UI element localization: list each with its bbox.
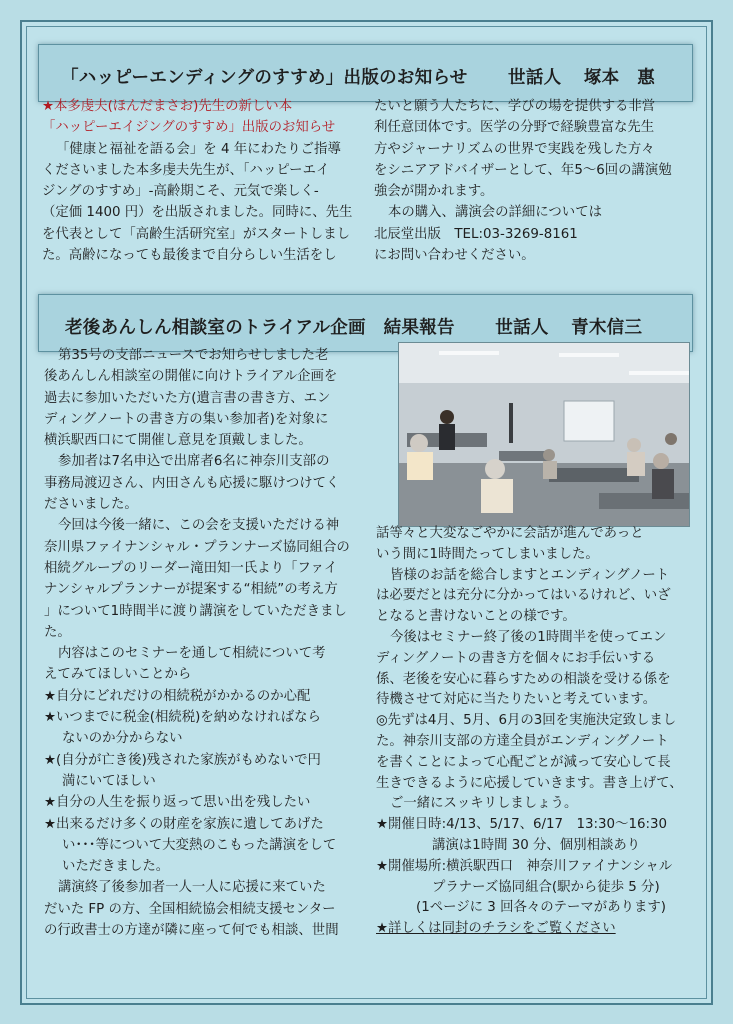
text-line: をシニアアドバイザーとして、年5～6回の講演勉	[374, 162, 672, 178]
text-line: 本の購入、講演会の詳細については	[388, 205, 602, 221]
text-line: ご一緒にスッキリしましょう。	[390, 796, 578, 812]
text-line: 方やジャーナリズムの世界で実践を残した方々	[374, 141, 655, 157]
section2-title: 老後あんしん相談室のトライアル企画 結果報告	[65, 318, 455, 338]
text-line: にお問い合わせください。	[374, 248, 535, 264]
text-line: えてみてほしいことから	[44, 667, 192, 683]
section1-heading	[38, 44, 693, 102]
section2-role: 世話人	[495, 318, 549, 338]
text-line: ◎先ずは4月、5月、6月の3回を実施決定致しまし	[376, 713, 677, 729]
text-line: 第35号の支部ニュースでお知らせしました老	[58, 348, 329, 363]
text-line: ★いつまでに税金(相続税)を納めなければなら	[44, 710, 321, 726]
text-line: くださいました本多虔夫先生が、「ハッピーエイ	[42, 162, 330, 178]
text-line: の行政書士の方達が隣に座って何でも相談、世間	[44, 923, 339, 939]
section2-column-right	[376, 523, 702, 939]
text-line: 北辰堂出版 TEL:03-3269-8161	[374, 226, 578, 242]
text-line: ★(自分が亡き後)残された家族がもめないで円	[44, 752, 321, 768]
text-line: となると書けないことの様です。	[376, 609, 576, 625]
section1-column-left	[42, 96, 382, 266]
text-line: ★出来るだけ多くの財産を家族に遺してあげた	[44, 816, 324, 832]
section1-title: 「ハッピーエンディングのすすめ」出版のお知らせ	[61, 68, 468, 88]
text-line: ださいました。	[44, 497, 138, 513]
text-line: 参加者は7名申込で出席者6名に神奈川支部の	[58, 454, 330, 470]
text-line: 係、老後を安心に暮らすための相談を受ける係を	[376, 671, 671, 687]
text-line: 待機させて対応に当たりたいと考えています。	[376, 692, 657, 708]
text-line: ★詳しくは同封のチラシをご覧ください	[376, 921, 616, 937]
text-line: ★開催日時:4/13、5/17、6/17 13:30～16:30	[376, 817, 668, 833]
page-frame	[20, 20, 713, 1005]
text-line: 」について1時間半に渡り講演をしていただきまし	[44, 603, 347, 619]
text-line: ナンシャルプランナーが提案する“相続”の考え方	[44, 582, 338, 598]
section1-column-right	[374, 96, 699, 266]
section2-author: 青木信三	[571, 318, 643, 338]
text-line: い･･･等について大変熱のこもった講演をして	[62, 837, 337, 853]
text-line: 利任意団体です。医学の分野で経験豊富な先生	[374, 120, 655, 136]
text-line: ディングノートの書き方を個々にお手伝いする	[376, 650, 656, 666]
text-line: 今回は今後一緒に、この会を支援いただける神	[58, 518, 340, 534]
text-line: た。神奈川支部の方達全員がエンディングノート	[376, 733, 669, 749]
text-line: (1ページに 3 回各々のテーマがあります)	[416, 900, 666, 916]
text-line: ジングのすすめ」-高齢期こそ、元気で楽しく-	[42, 184, 319, 200]
text-line: 奈川県ファイナンシャル・プランナーズ協同組合の	[44, 539, 350, 555]
text-line: ないのか分からない	[62, 731, 183, 747]
text-line: 事務局渡辺さん、内田さんも応援に駆けつけてく	[44, 475, 340, 491]
text-line: 相続グループのリーダー滝田知一氏より「ファイ	[44, 560, 338, 576]
text-line: いただきました。	[62, 859, 170, 875]
text-line: ★自分の人生を振り返って思い出を残したい	[44, 795, 311, 811]
text-line: を代表として「高齢生活研究室」がスタートしまし	[42, 226, 350, 242]
text-line: ★自分にどれだけの相続税がかかるのか心配	[44, 688, 311, 704]
text-line: 話等々と大変なごやかに会話が進んであっと	[376, 526, 644, 541]
seminar-room-photo	[398, 342, 690, 527]
text-line: 過去に参加いただいた方(遺言書の書き方、エン	[44, 390, 331, 406]
text-line: 「健康と福祉を語る会」を 4 年にわたりご指導	[56, 141, 341, 157]
text-line: いう間に1時間たってしまいました。	[376, 546, 599, 562]
text-line: た。	[44, 624, 71, 640]
text-line: 講演終了後参加者一人一人に応援に来ていた	[58, 880, 326, 896]
text-line: は必要だとは充分に分かってはいるけれど、いざ	[376, 588, 671, 604]
text-line: 今後はセミナー終了後の1時間半を使ってエン	[390, 629, 667, 645]
section1-role: 世話人	[508, 68, 562, 88]
text-line: ディングノートの書き方の集い参加者)を対象に	[44, 411, 329, 427]
section2-column-left	[44, 345, 380, 941]
text-line: （定価 1400 円）を出版されました。同時に、先生	[42, 205, 353, 221]
text-line: 「ハッピーエイジングのすすめ」出版のお知らせ	[42, 120, 336, 136]
text-line: プラナーズ協同組合(駅から徒歩 5 分)	[432, 879, 660, 895]
text-line: たいと願う人たちに、学びの場を提供する非営	[374, 99, 656, 114]
text-line: を書くことによって心配ごとが減って安心して長	[376, 754, 671, 770]
text-line: 後あんしん相談室の開催に向けトライアル企画を	[44, 369, 338, 385]
text-line: た。高齢になっても最後まで自分らしい生活をし	[42, 248, 337, 264]
text-line: 講演は1時間 30 分、個別相談あり	[432, 837, 641, 853]
text-line: 強会が開かれます。	[374, 184, 494, 200]
text-line: 内容はこのセミナーを通して相続について考	[58, 646, 326, 662]
text-line: 満にいてほしい	[62, 773, 156, 789]
text-line: 横浜駅西口にて開催し意見を頂戴しました。	[44, 433, 312, 449]
text-line: だいた FP の方、全国相続協会相続支援センター	[44, 901, 336, 917]
text-line: 生きできるように応援していきます。書き上げて、	[376, 775, 683, 791]
section1-author: 塚本 惠	[583, 68, 656, 88]
text-line: ★本多虔夫(ほんだまさお)先生の新しい本	[42, 99, 293, 114]
text-line: ★開催場所:横浜駅西口 神奈川ファイナンシャル	[376, 858, 673, 874]
text-line: 皆様のお話を総合しますとエンディングノート	[390, 567, 670, 583]
